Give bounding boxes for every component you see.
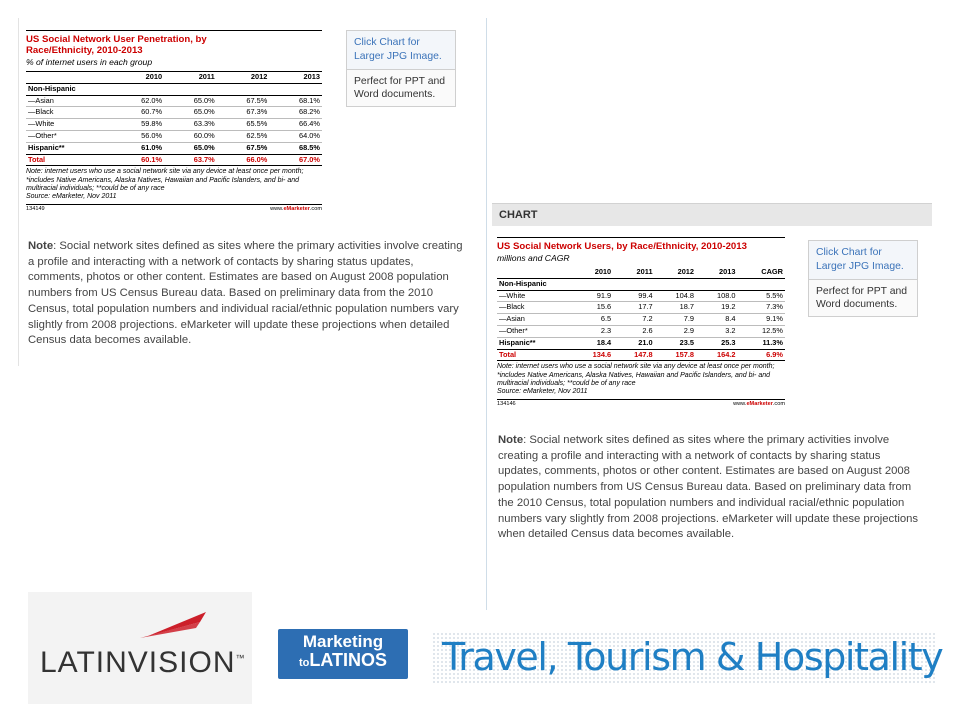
table-cell: 25.3 <box>696 337 737 349</box>
table-cell: 60.0% <box>164 130 217 142</box>
table-cell: 91.9 <box>572 290 613 302</box>
chart-top-rule <box>26 30 322 31</box>
table-cell: 17.7 <box>613 302 654 314</box>
mtl-line2 <box>278 651 408 672</box>
table-cell: 64.0% <box>269 130 322 142</box>
chart-link-box <box>808 240 918 317</box>
table-cell: 62.5% <box>217 130 270 142</box>
row-label: —Black <box>497 302 572 314</box>
latinvision-logo <box>28 592 252 704</box>
table-cell: 63.3% <box>164 119 217 131</box>
chart-link-box <box>346 30 456 107</box>
table-cell: 15.6 <box>572 302 613 314</box>
brand-name: eMarketer <box>283 206 310 213</box>
chart-id: 134149 <box>26 206 45 213</box>
table-cell: 7.3% <box>737 302 785 314</box>
table-cell: 21.0 <box>613 337 654 349</box>
table-section-row <box>497 278 785 290</box>
larger-image-link[interactable]: Click Chart for Larger JPG Image. <box>809 241 917 280</box>
table-cell: 157.8 <box>655 349 696 361</box>
table-row-total <box>497 349 785 361</box>
table-cell: 56.0% <box>111 130 164 142</box>
mtl-latinos: LATINOS <box>309 650 388 670</box>
table-cell: 59.8% <box>111 119 164 131</box>
data-table <box>26 71 322 166</box>
table-cell: 3.2 <box>696 325 737 337</box>
note-paragraph <box>28 239 466 349</box>
row-label: Total <box>497 349 572 361</box>
row-label: —Other* <box>26 130 111 142</box>
chart-footnote <box>497 363 785 400</box>
table-header-year-2012: 2012 <box>655 267 696 278</box>
chart-note-text: Note: internet users who use a social network site via any device at least once per month; *includes Native Americans, Alaska Natives, Hawaiian and Pacific Islanders, and bi- and multiracial individuals; **could be of any race <box>497 363 775 387</box>
row-label: Total <box>26 154 111 166</box>
chart-image-users[interactable] <box>497 237 785 408</box>
table-cell: 9.1% <box>737 314 785 326</box>
table-header-cagr: CAGR <box>737 267 785 278</box>
table-cell: 63.7% <box>164 154 217 166</box>
table-header-year-2011: 2011 <box>613 267 654 278</box>
table-header-year-2013: 2013 <box>269 72 322 84</box>
emarketer-brand <box>733 400 785 408</box>
chart-image-penetration[interactable] <box>26 30 322 213</box>
table-cell: 6.9% <box>737 349 785 361</box>
chart-subtitle: % of internet users in each group <box>26 57 153 67</box>
larger-image-link[interactable]: Click Chart for Larger JPG Image. <box>347 31 455 70</box>
table-cell: 18.7 <box>655 302 696 314</box>
table-cell: 8.4 <box>696 314 737 326</box>
chart-top-rule <box>497 237 785 238</box>
table-row <box>497 325 785 337</box>
table-cell: 134.6 <box>572 349 613 361</box>
table-cell: 108.0 <box>696 290 737 302</box>
chart-title-line1: US Social Network User Penetration, by <box>26 34 207 45</box>
table-header-blank <box>497 267 572 278</box>
row-label: —Black <box>26 107 111 119</box>
table-header-blank <box>26 72 111 84</box>
table-cell: 2.6 <box>613 325 654 337</box>
note-label: Note <box>498 434 524 446</box>
table-cell: 12.5% <box>737 325 785 337</box>
brand-suffix: .com <box>309 206 322 213</box>
table-cell: 104.8 <box>655 290 696 302</box>
marketing-to-latinos-logo <box>278 629 408 679</box>
table-header-year-2010: 2010 <box>111 72 164 84</box>
table-cell: 61.0% <box>111 142 164 154</box>
chart-title: US Social Network Users, by Race/Ethnicity, 2010-2013 <box>497 241 747 252</box>
table-cell: 19.2 <box>696 302 737 314</box>
latinvision-wordmark <box>40 646 245 680</box>
table-row <box>497 290 785 302</box>
brand-name: eMarketer <box>746 401 773 408</box>
table-row <box>497 302 785 314</box>
table-header-year-2013: 2013 <box>696 267 737 278</box>
chart-source: Source: eMarketer, Nov 2011 <box>497 387 588 395</box>
table-cell: 66.0% <box>217 154 270 166</box>
row-label: Hispanic** <box>26 142 111 154</box>
chart-title <box>26 34 322 56</box>
table-row-hispanic <box>497 337 785 349</box>
row-label: —Asian <box>26 95 111 107</box>
table-cell: 68.2% <box>269 107 322 119</box>
chart-footer <box>497 400 785 408</box>
banner-title: Travel, Tourism & Hospitality <box>442 635 943 679</box>
table-cell: 6.5 <box>572 314 613 326</box>
note-body: : Social network sites defined as sites where the primary activities involve creating a profile and interacting with a network of contacts by sharing status updates, comments, photos or other content. Estimates are based on August 2008 population numbers from US Census Bureau data. Based on preliminary data from the 2010 Census, total population numbers and individual racial/ethnic population numbers vary slightly from 2008 projections. eMarketer will update these projections when detailed Census data becomes available. <box>498 434 919 541</box>
table-cell: 18.4 <box>572 337 613 349</box>
table-section-row <box>26 83 322 95</box>
brand-suffix: .com <box>772 401 785 408</box>
table-cell: 7.9 <box>655 314 696 326</box>
row-label: —White <box>26 119 111 131</box>
row-label: —White <box>497 290 572 302</box>
brand-prefix: www. <box>270 206 284 213</box>
table-cell: 66.4% <box>269 119 322 131</box>
table-cell: 65.0% <box>164 95 217 107</box>
chart-subtitle: millions and CAGR <box>497 253 570 263</box>
row-label: Hispanic** <box>497 337 572 349</box>
note-body: : Social network sites defined as sites where the primary activities involve creating a profile and interacting with a network of contacts by sharing status updates, comments, photos or other content. Estimates are based on August 2008 population numbers from US Census Bureau data. Based on preliminary data from the 2010 Census, total population numbers and individual racial/ethnic population numbers vary slightly from 2008 projections. eMarketer will update these projections when detailed Census data becomes available. <box>28 240 463 347</box>
table-cell: 99.4 <box>613 290 654 302</box>
table-cell: 147.8 <box>613 349 654 361</box>
chart-footnote <box>26 168 322 205</box>
table-cell: 67.5% <box>217 142 270 154</box>
emarketer-brand <box>270 205 322 213</box>
table-row <box>26 107 322 119</box>
table-row <box>26 130 322 142</box>
table-header-year-2010: 2010 <box>572 267 613 278</box>
table-cell: 67.5% <box>217 95 270 107</box>
table-cell: 23.5 <box>655 337 696 349</box>
chart-id: 134146 <box>497 401 516 408</box>
travel-banner <box>432 632 943 684</box>
table-header-year-2011: 2011 <box>164 72 217 84</box>
table-cell: 65.5% <box>217 119 270 131</box>
chart-footer <box>26 205 322 213</box>
table-section-label: Non-Hispanic <box>497 278 785 290</box>
table-row <box>497 314 785 326</box>
cta-description: Perfect for PPT and Word documents. <box>354 76 446 100</box>
table-cell: 2.9 <box>655 325 696 337</box>
note-paragraph <box>498 433 926 543</box>
table-cell: 67.0% <box>269 154 322 166</box>
table-cell: 68.1% <box>269 95 322 107</box>
table-cell: 60.1% <box>111 154 164 166</box>
table-cell: 65.0% <box>164 107 217 119</box>
table-cell: 67.3% <box>217 107 270 119</box>
chart-title-line2: Race/Ethnicity, 2010-2013 <box>26 45 143 56</box>
table-cell: 60.7% <box>111 107 164 119</box>
row-label: —Asian <box>497 314 572 326</box>
table-header-year-2012: 2012 <box>217 72 270 84</box>
table-cell: 5.5% <box>737 290 785 302</box>
table-row-total <box>26 154 322 166</box>
panel-divider <box>18 18 19 366</box>
row-label: —Other* <box>497 325 572 337</box>
table-row <box>26 119 322 131</box>
data-table <box>497 267 785 361</box>
section-header-chart: CHART <box>492 203 932 226</box>
table-cell: 2.3 <box>572 325 613 337</box>
chart-note-text: Note: internet users who use a social network site via any device at least once per month; *includes Native Americans, Alaska Natives, Hawaiian and Pacific Islanders, and bi- and multiracial individuals; **could be of any race <box>26 168 304 192</box>
table-row-hispanic <box>26 142 322 154</box>
mtl-to: to <box>298 657 310 669</box>
chart-source: Source: eMarketer, Nov 2011 <box>26 192 117 200</box>
mtl-line1: Marketing <box>302 632 384 651</box>
table-section-label: Non-Hispanic <box>26 83 322 95</box>
trademark-mark: ™ <box>235 653 246 663</box>
table-cell: 65.0% <box>164 142 217 154</box>
brand-prefix: www. <box>733 401 747 408</box>
table-row <box>26 95 322 107</box>
table-cell: 62.0% <box>111 95 164 107</box>
table-cell: 68.5% <box>269 142 322 154</box>
note-label: Note <box>28 240 54 252</box>
cta-description: Perfect for PPT and Word documents. <box>816 286 908 310</box>
table-cell: 164.2 <box>696 349 737 361</box>
column-divider <box>486 18 487 610</box>
latinvision-text: LATINVISION <box>40 646 236 679</box>
table-cell: 11.3% <box>737 337 785 349</box>
table-cell: 7.2 <box>613 314 654 326</box>
